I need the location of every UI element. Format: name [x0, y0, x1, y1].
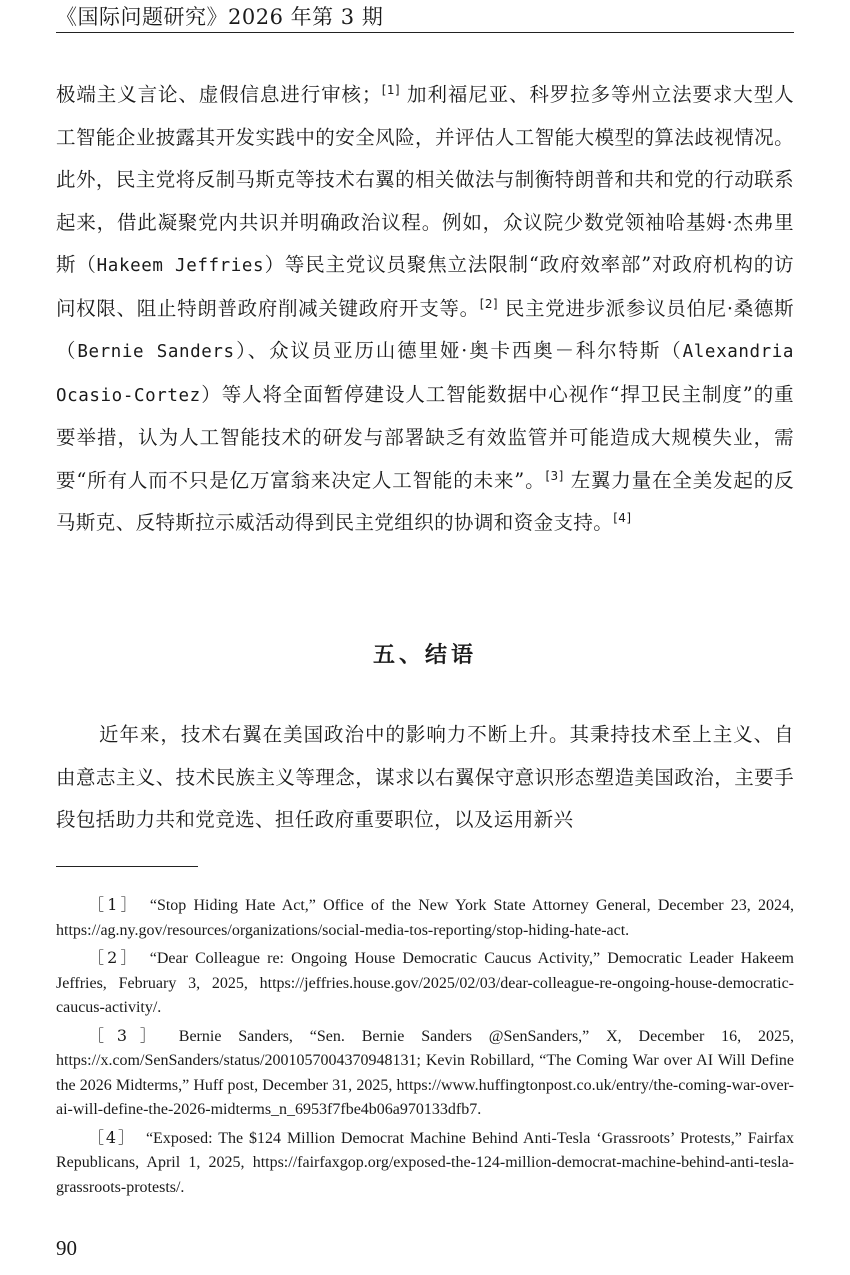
footnote-2: [56, 946, 794, 1021]
footnote-marker: ［4］: [88, 1127, 136, 1147]
latin-name: Alexandria Ocasio-Cortez: [56, 342, 795, 406]
conclusion-paragraph: 近年来，技术右翼在美国政治中的影响力不断上升。其秉持技术至上主义、自由意志主义、技术民族主义等理念，谋求以右翼保守意识形态塑造美国政治，主要手段包括助力共和党竞选、担任政府重要职位，以及运用新兴: [56, 723, 794, 831]
footnote-text: “Dear Colleague re: Ongoing House Democratic Caucus Activity,” Democratic Leader Hakeem Jeffries, February 3, 2025, https://jeffries.house.gov/2025/02/03/dear-colleague-re-ongoing-house-democratic-caucus-activity/.: [56, 950, 794, 1016]
footnote-ref-2[interactable]: [2]: [479, 296, 498, 311]
footnote-1: [56, 893, 794, 943]
footnote-divider: [56, 866, 198, 867]
body-text-segment: 加利福尼亚、科罗拉多等州立法要求大型人工智能企业披露其开发实践中的安全风险，并评估人工智能大模型的算法歧视情况。此外，民主党将反制马斯克等技术右翼的相关做法与制衡特朗普和共和党的行动联系起来，借此凝聚党内共识并明确政治议程。例如，众议院少数党领袖哈基姆·杰弗里斯（: [56, 83, 794, 276]
footnote-ref-1[interactable]: [1]: [381, 83, 400, 97]
footnote-marker: ［3］: [88, 1025, 169, 1045]
footnote-3: [56, 1024, 794, 1123]
footnote-marker: ［1］: [88, 895, 140, 914]
body-text-segment: ）等民主党议员聚焦立法限制“政府效率部”对政府机构的访问权限、阻止特朗普政府削减关键政府开支等。: [56, 253, 794, 320]
page-number: 90: [56, 1236, 77, 1260]
footnotes-section: [56, 893, 794, 1203]
body-text-segment: 民主党进步派参议员伯尼·桑德斯（: [56, 296, 794, 362]
latin-name: Bernie Sanders: [77, 342, 235, 362]
body-text-segment: 左翼力量在全美发起的反马斯克、反特斯拉示威活动得到民主党组织的协调和资金支持。: [56, 468, 794, 534]
body-text-segment: ）、众议员亚历山德里娅·奥卡西奥－科尔特斯（: [234, 339, 683, 362]
body-paragraph: [56, 74, 794, 545]
body-text-segment: 极端主义言论、虚假信息进行审核；: [56, 83, 382, 106]
footnote-ref-3[interactable]: [3]: [545, 468, 564, 483]
footnote-text: “Exposed: The $124 Million Democrat Machine Behind Anti-Tesla ‘Grassroots’ Protests,” Fairfax Republicans, April 1, 2025, https://fairfaxgop.org/exposed-the-124-million-democrat-machine-behind-anti-tesla-grassroots-protests/.: [56, 1129, 794, 1196]
running-header: [56, 4, 794, 33]
journal-title: 《国际问题研究》2026 年第 3 期: [56, 5, 384, 29]
body-text-segment: ）等人将全面暂停建设人工智能数据中心视作“捍卫民主制度”的重要举措，认为人工智能技术的研发与部署缺乏有效监管并可能造成大规模失业，需要“所有人而不只是亿万富翁来决定人工智能的未来”。: [56, 382, 794, 492]
footnote-text: “Stop Hiding Hate Act,” Office of the New York State Attorney General, December 23, 2024, https://ag.ny.gov/resources/organizations/social-media-tos-reporting/stop-hiding-hate-act.: [56, 897, 795, 939]
footnote-text: Bernie Sanders, “Sen. Bernie Sanders @SenSanders,” X, December 16, 2025, https://x.com/SenSanders/status/2001057004370948131; Kevin Robillard, “The Coming War over AI Will Define the 2026 Midterms,” Huff post, December 31, 2025, https://www.huffingtonpost.co.uk/entry/the-coming-war-over-ai-will-define-the-2026-midterms_n_6953f7fbe4b06a970133dfb7.: [56, 1027, 794, 1118]
footnote-marker: ［2］: [88, 948, 140, 967]
latin-name: Hakeem Jeffries: [96, 256, 265, 276]
footnote-ref-4[interactable]: [4]: [613, 511, 632, 525]
section-heading: 五、结语: [372, 643, 477, 668]
footnote-4: [56, 1126, 794, 1201]
